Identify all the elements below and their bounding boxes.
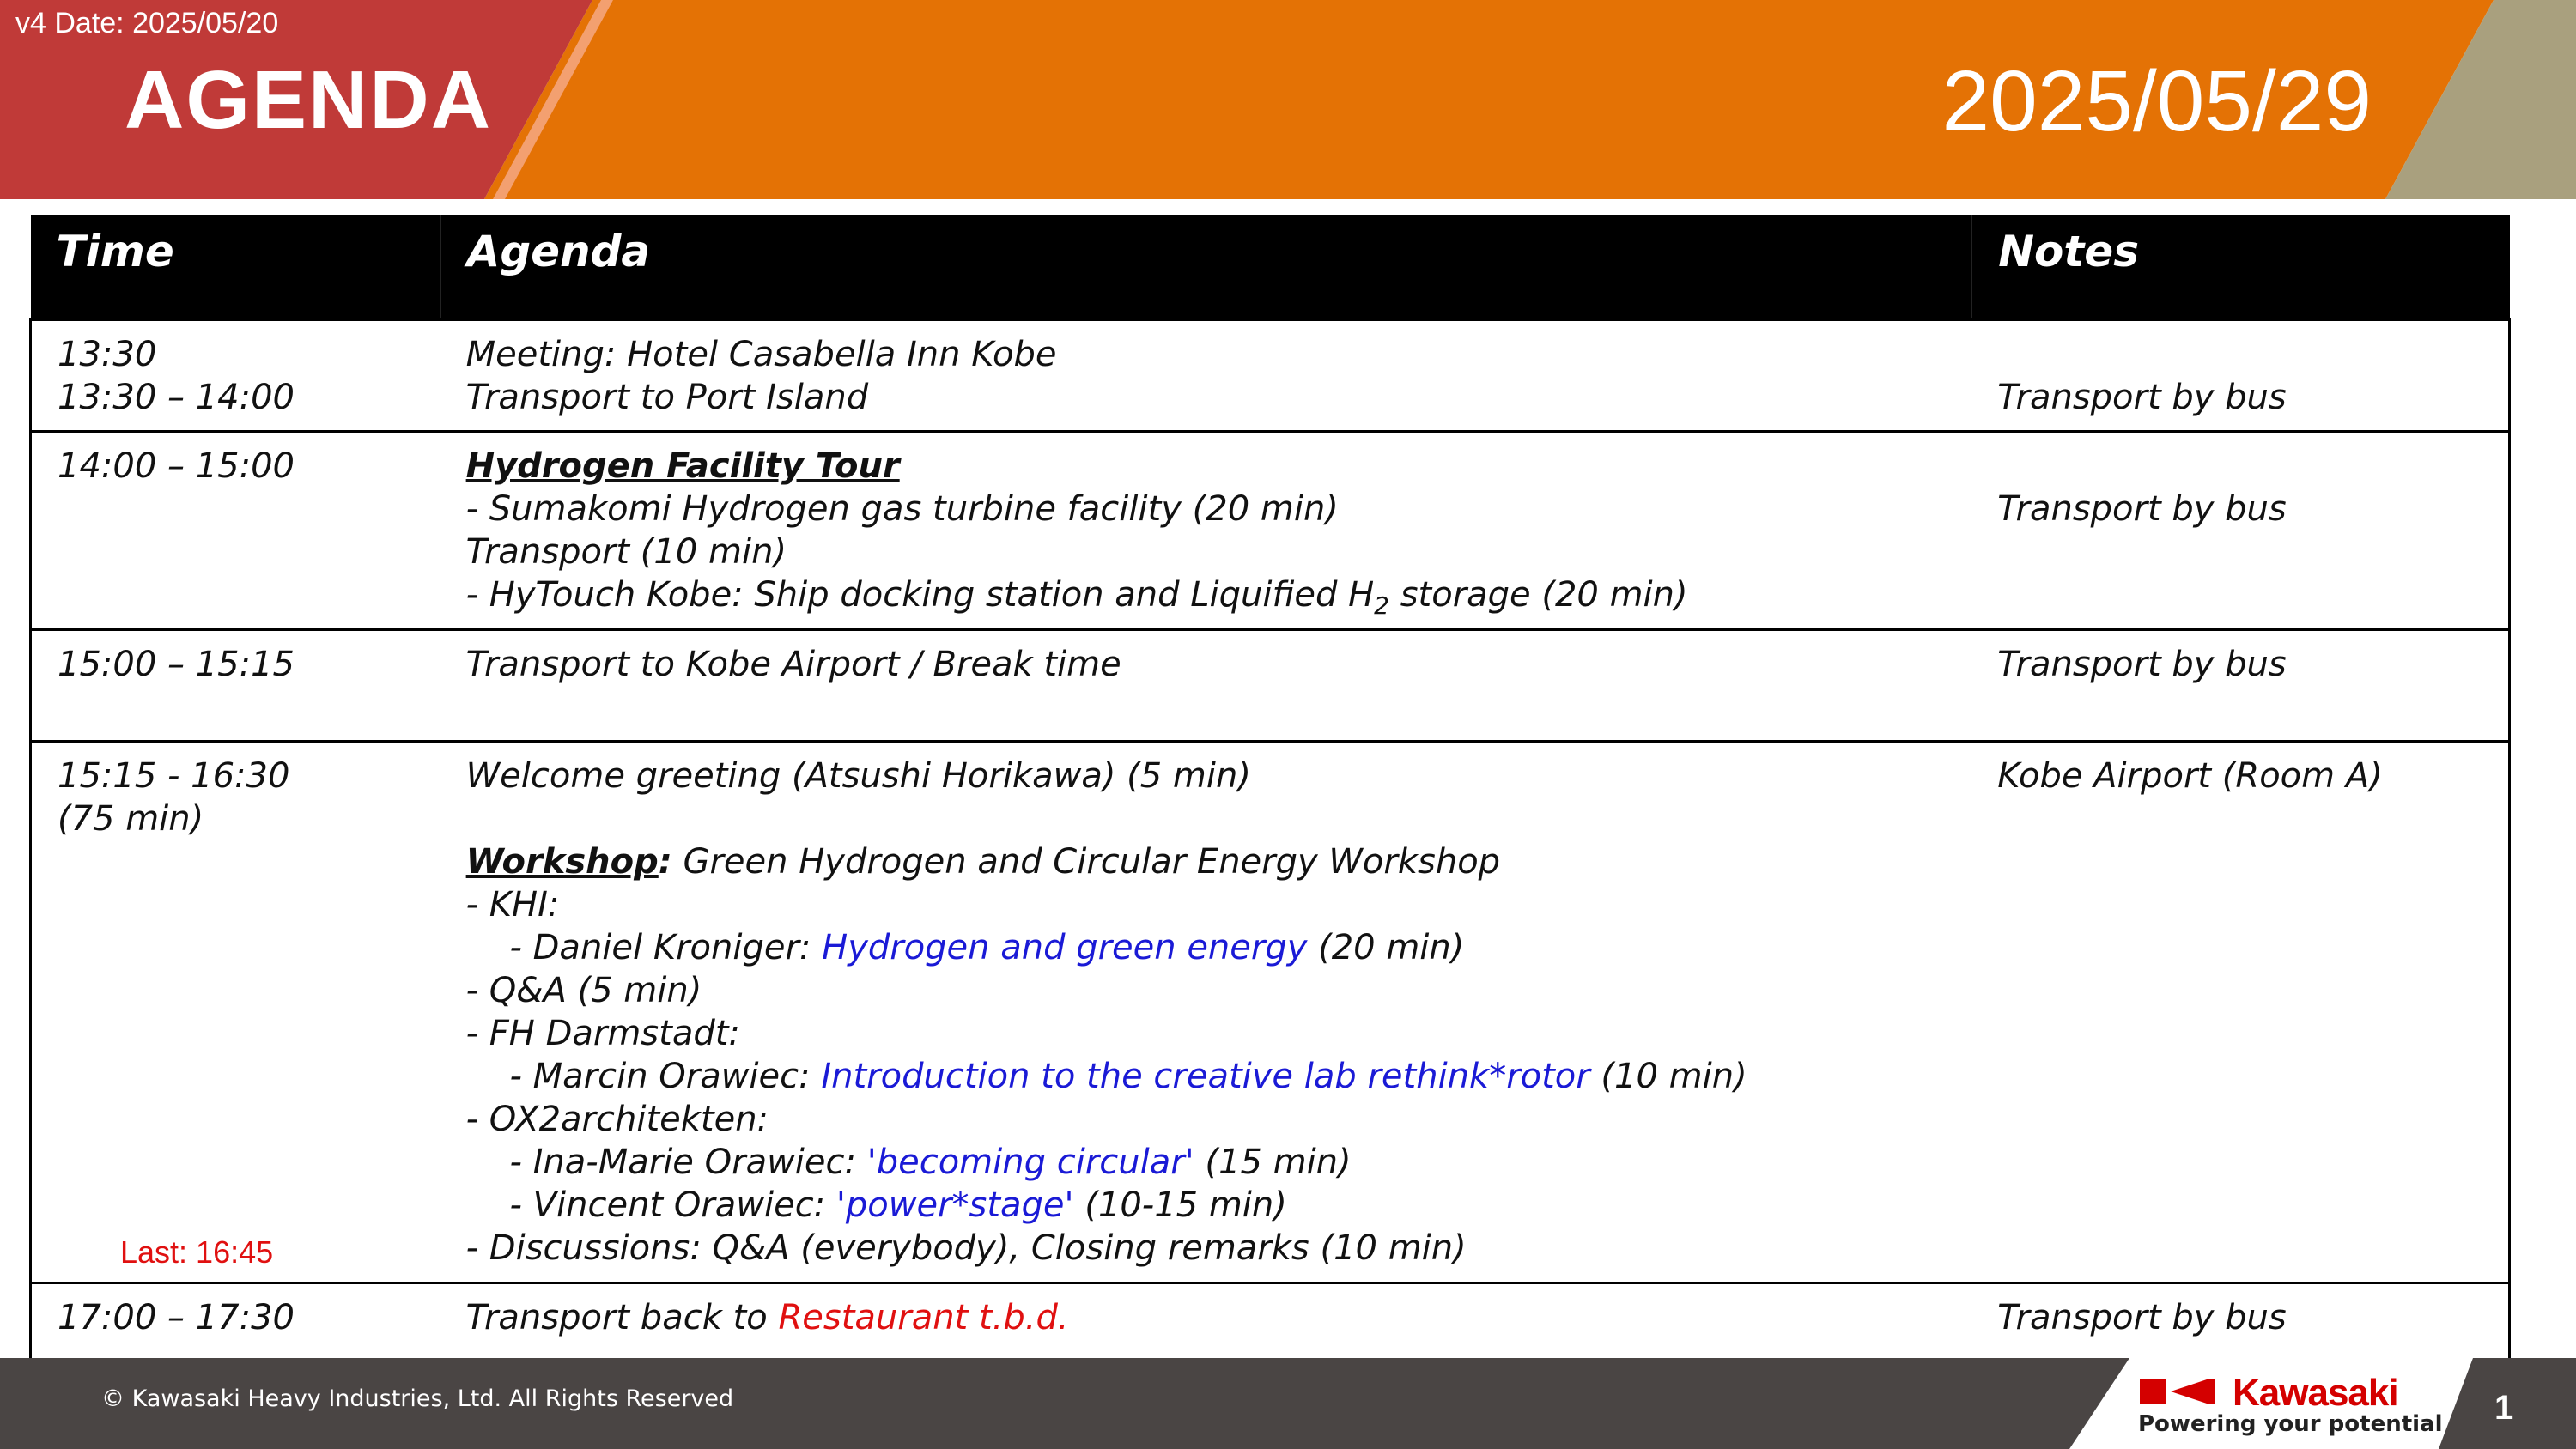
talk-duration: (15 min) [1194,1142,1352,1182]
logo-mark-left [2140,1379,2166,1404]
kawasaki-logo: Kawasaki [2233,1372,2398,1414]
welcome-text: Welcome greeting (Atsushi Horikawa) (5 min) [465,755,1251,796]
list-item: - Q&A (5 min) [465,970,702,1010]
agenda-cell [440,629,1972,741]
storage-text: storage (20 min) [1388,574,1688,615]
time-cell [31,1282,440,1360]
notes-text: Transport by bus [1997,488,2287,529]
agenda-text: - Sumakomi Hydrogen gas turbine facility (20 min) [465,488,1339,529]
talk-topic: 'power*stage' [835,1185,1074,1225]
header-banner [0,0,2576,199]
agenda-text: Transport (10 min) [465,531,787,572]
agenda-table [29,215,2511,1361]
workshop-label: Workshop [465,841,659,882]
agenda-cell [440,431,1972,629]
table-row [31,629,2510,741]
header-time: Time [31,215,440,319]
list-item: - OX2architekten: [465,1099,769,1139]
event-date: 2025/05/29 [1941,53,2372,149]
time-text: 14:00 – 15:00 [58,446,295,486]
talk-duration: (20 min) [1307,927,1465,967]
time-text: 15:00 – 15:15 [58,644,295,684]
agenda-text: Transport to Port Island [465,377,869,417]
logo-tagline: Powering your potential [2138,1411,2443,1437]
talk-topic: Hydrogen and green energy [822,927,1308,967]
notes-cell [1971,1282,2509,1360]
workshop-colon: : [658,841,672,882]
notes-cell [1971,741,2509,1282]
last-time-note: Last: 16:45 [120,1234,274,1270]
header-notes: Notes [1971,215,2509,319]
header-agenda: Agenda [440,215,1972,319]
list-item [466,1184,1947,1227]
notes-cell [1971,319,2509,431]
notes-text: Transport by bus [1997,1297,2287,1337]
agenda-cell [440,319,1972,431]
workshop-title: Green Hydrogen and Circular Energy Workshop [671,841,1501,882]
list-item [466,1055,1947,1098]
list-item [466,1141,1947,1184]
speaker-name: - Ina-Marie Orawiec: [465,1142,867,1182]
tour-title: Hydrogen Facility Tour [465,446,900,486]
table-row [31,319,2510,431]
agenda-cell [440,741,1972,1282]
time-cell [31,629,440,741]
list-item: - Discussions: Q&A (everybody), Closing remarks (10 min) [465,1228,1467,1268]
time-cell [31,431,440,629]
agenda-cell [440,1282,1972,1360]
copyright-text: © Kawasaki Heavy Industries, Ltd. All Rights Reserved [101,1385,734,1412]
hytouch-text: - HyTouch Kobe: Ship docking station and Liquified H [465,574,1375,615]
subscript-2: 2 [1374,591,1389,620]
talk-topic: Introduction to the creative lab rethink*rotor [821,1056,1590,1096]
time-text: 15:15 - 16:30 [58,755,290,796]
table-row [31,431,2510,629]
table-row [31,741,2510,1282]
notes-cell [1971,629,2509,741]
speaker-name: - Vincent Orawiec: [465,1185,836,1225]
agenda-text [466,1296,1947,1339]
time-text: (75 min) [58,798,204,839]
agenda-text [465,573,1947,620]
agenda-text: Transport to Kobe Airport / Break time [465,644,1121,684]
talk-duration: (10 min) [1589,1056,1747,1096]
transport-back-text: Transport back to [465,1297,779,1337]
list-item: - FH Darmstadt: [465,1013,740,1053]
page-number: 1 [2494,1389,2514,1427]
list-item: - KHI: [465,884,560,925]
talk-duration: (10-15 min) [1073,1185,1287,1225]
agenda-text: Meeting: Hotel Casabella Inn Kobe [465,334,1057,374]
time-text: 17:00 – 17:30 [58,1297,295,1337]
talk-topic: 'becoming circular' [866,1142,1194,1182]
speaker-name: - Marcin Orawiec: [465,1056,822,1096]
notes-text: Kobe Airport (Room A) [1997,755,2383,796]
time-cell [31,741,440,1282]
notes-text: Transport by bus [1997,644,2287,684]
time-text: 13:30 – 14:00 [58,377,295,417]
time-text: 13:30 [58,334,157,374]
table-row [31,1282,2510,1360]
notes-cell [1971,431,2509,629]
time-cell [31,319,440,431]
workshop-heading [466,840,1947,883]
version-date: v4 Date: 2025/05/20 [15,7,279,39]
speaker-name: - Daniel Kroniger: [465,927,823,967]
list-item [466,926,1947,969]
restaurant-tbd: Restaurant t.b.d. [778,1297,1069,1337]
page-title: AGENDA [125,54,493,146]
notes-text: Transport by bus [1997,377,2287,417]
table-header-row [31,215,2510,319]
